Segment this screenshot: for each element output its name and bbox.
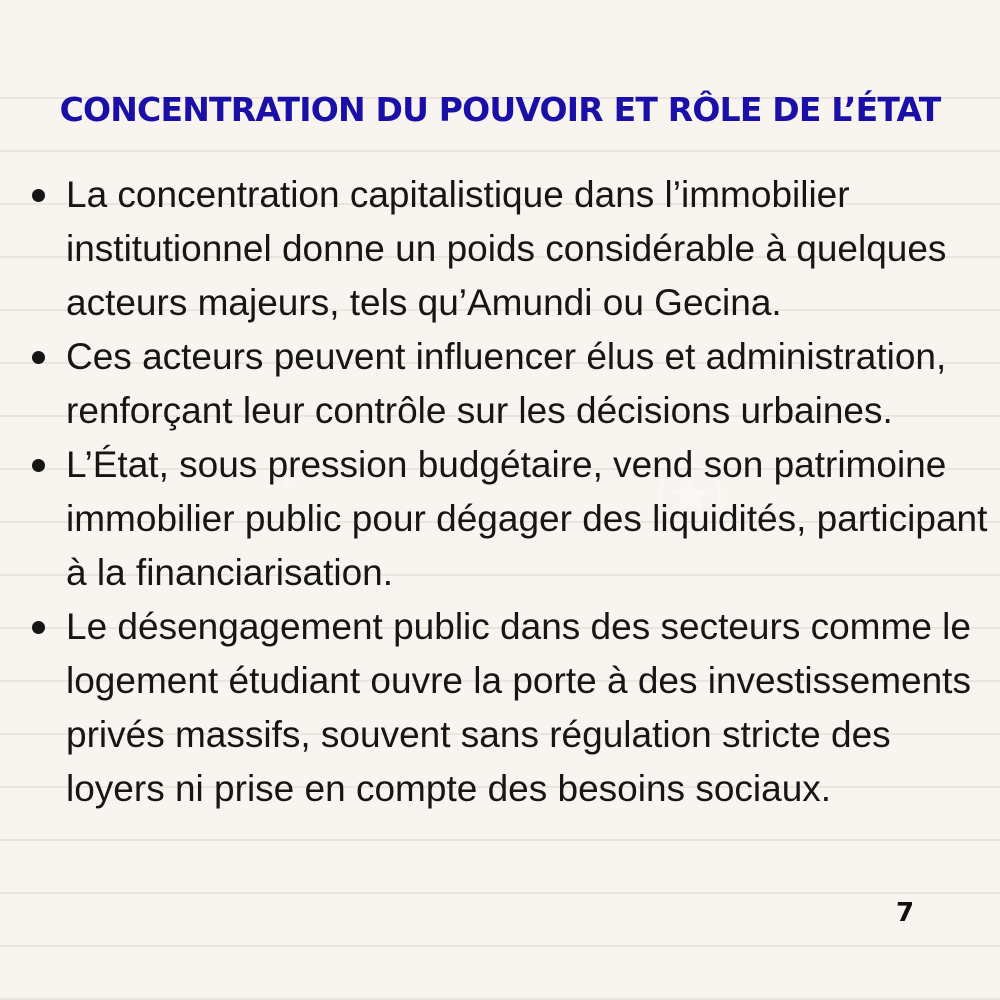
list-item — [30, 168, 990, 330]
bullet-text: Le désengagement public dans des secteurs comme le logement étudiant ouvre la porte à des investissements privés massifs, souvent sans régulation stricte des loyers ni prise en compte des besoins sociaux. — [66, 606, 971, 809]
list-item — [30, 330, 990, 438]
page-title: CONCENTRATION DU POUVOIR ET RÔLE DE L’ÉTAT — [59, 90, 941, 130]
list-item — [30, 438, 990, 600]
bullet-text: Ces acteurs peuvent influencer élus et administration, renforçant leur contrôle sur les décisions urbaines. — [66, 336, 947, 431]
bullet-dot — [32, 351, 45, 364]
list-item — [30, 600, 990, 816]
page-number: 7 — [896, 898, 915, 928]
bullet-dot — [32, 459, 45, 472]
bullet-dot — [32, 621, 45, 634]
bullet-dot — [32, 189, 45, 202]
bullet-text: L’État, sous pression budgétaire, vend son patrimoine immobilier public pour dégager des liquidités, participant à la financiarisation. — [66, 444, 988, 593]
bullet-text: La concentration capitalistique dans l’immobilier institutionnel donne un poids considérable à quelques acteurs majeurs, tels qu’Amundi ou Gecina. — [66, 174, 947, 323]
bullet-list — [30, 168, 990, 816]
